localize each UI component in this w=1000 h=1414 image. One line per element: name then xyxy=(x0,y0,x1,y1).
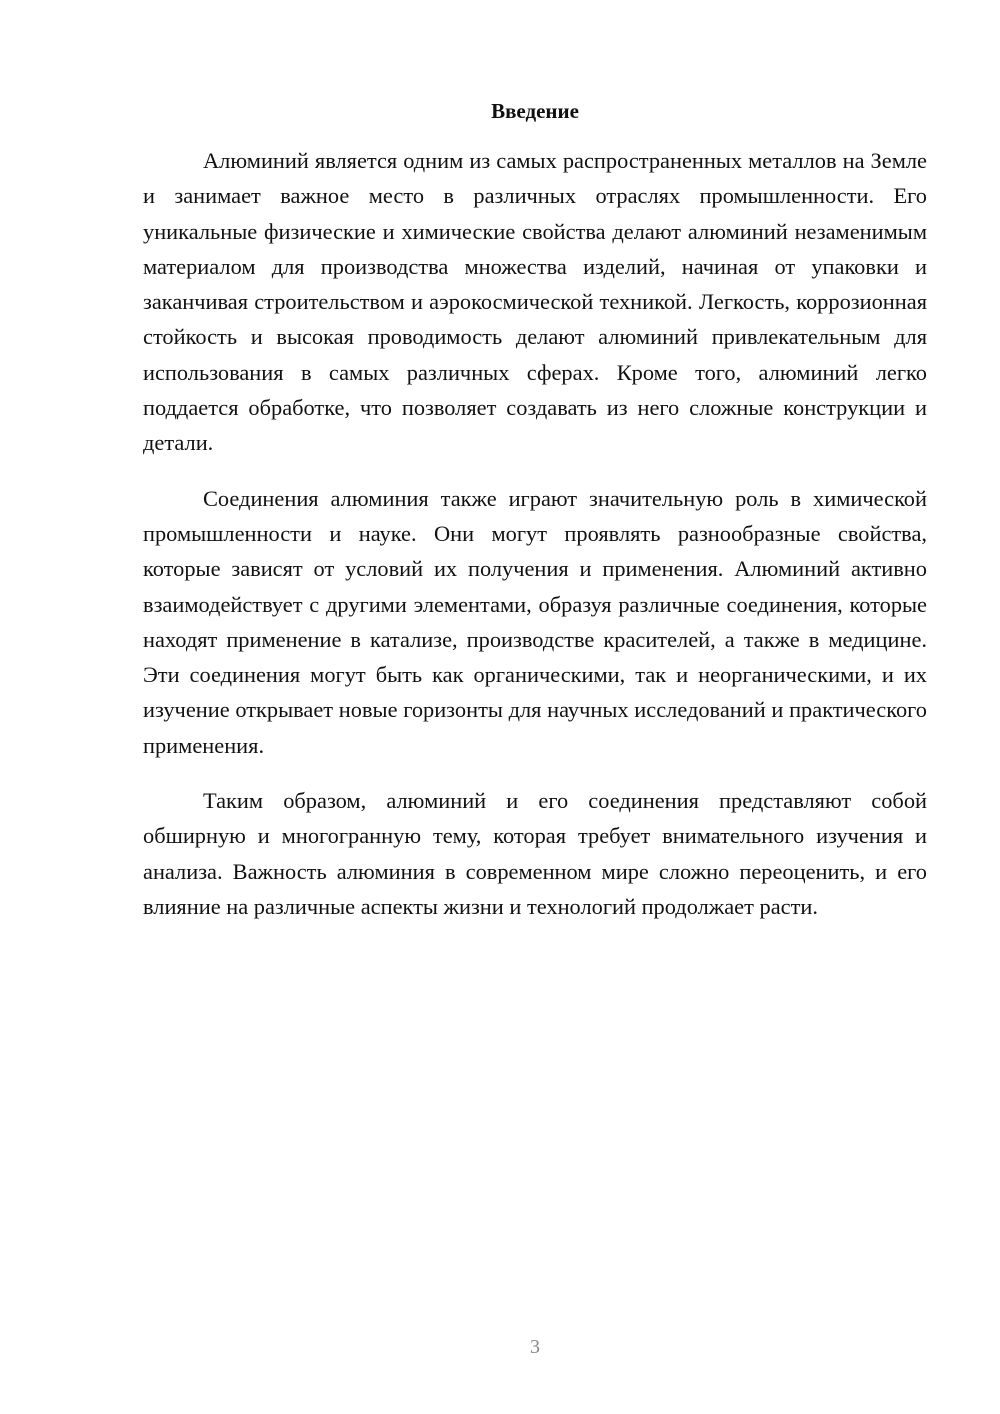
section-title: Введение xyxy=(491,99,579,123)
body-text xyxy=(143,143,927,944)
paragraph-3: Таким образом, алюминий и его соединения представляют собой обширную и многогранную тему, которая требует внимательного изучения и анализа. Важность алюминия в современном мире сложно переоценить, и его влияние на различные аспекты жизни и технологий продолжает расти. xyxy=(143,788,927,919)
paragraph-1: Алюминий является одним из самых распространенных металлов на Земле и занимает важное место в различных отраслях промышленности. Его уникальные физические и химические свойства делают алюминий незаменимым материалом для производства множества изделий, начиная от упаковки и заканчивая строительством и аэрокосмической техникой. Легкость, коррозионная стойкость и высокая проводимость делают алюминий привлекательным для использования в самых различных сферах. Кроме того, алюминий легко поддается обработке, что позволяет создавать из него сложные конструкции и детали. xyxy=(143,148,927,456)
page-number: 3 xyxy=(530,1336,540,1358)
paragraph-2: Соединения алюминия также играют значительную роль в химической промышленности и науке. Они могут проявлять разнообразные свойства, которые зависят от условий их получения и применения. Алюминий активно взаимодействует с другими элементами, образуя различные соединения, которые находят применение в катализе, производстве красителей, а также в медицине. Эти соединения могут быть как органическими, так и неорганическими, и их изучение открывает новые горизонты для научных исследований и практического применения. xyxy=(143,485,927,758)
